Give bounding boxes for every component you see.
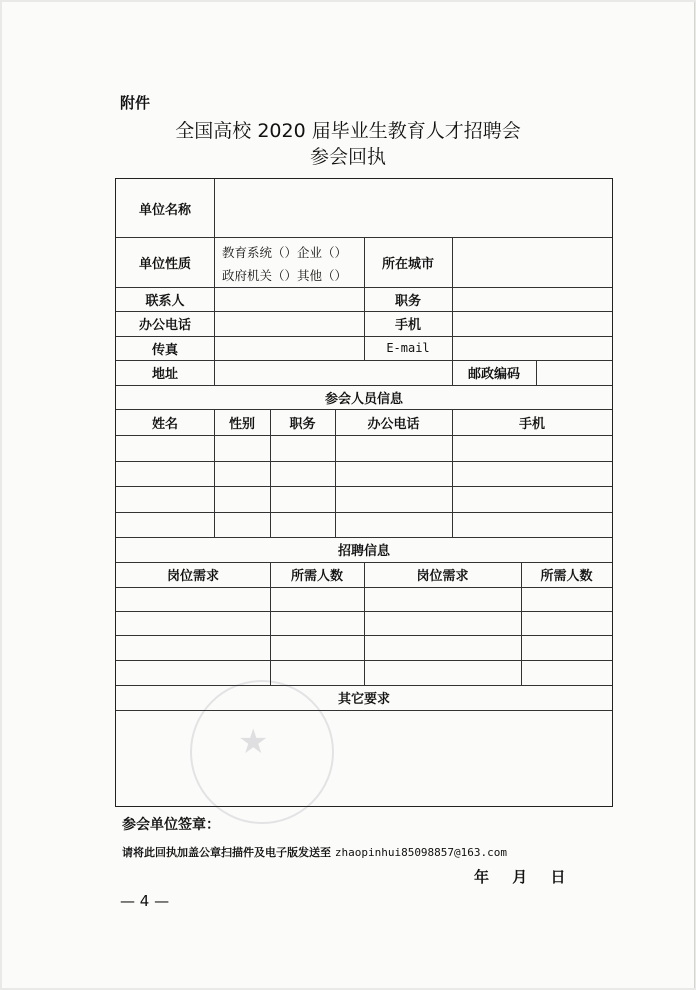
- unit-name-label: 单位名称: [138, 202, 191, 218]
- option-paren: （）: [272, 245, 298, 260]
- unit-type-options-row2[interactable]: [222, 266, 347, 284]
- other-requirements-field[interactable]: [116, 711, 612, 806]
- recruit-header-job: 岗位需求: [166, 569, 219, 584]
- page-number: — 4 —: [120, 892, 170, 910]
- unit-name-field[interactable]: [215, 179, 611, 237]
- fax-label: 传真: [151, 342, 178, 358]
- option-paren: （）: [322, 268, 348, 283]
- unit-type-label: 单位性质: [138, 256, 191, 272]
- option-government: 政府机关: [222, 268, 273, 283]
- email-label: E-mail: [386, 341, 430, 355]
- submission-note: [122, 844, 507, 860]
- recruit-header-count: 所需人数: [290, 569, 343, 584]
- attendee-header-gender: 性别: [228, 416, 255, 432]
- attendee-header-position: 职务: [289, 416, 316, 432]
- unit-type-options-row1[interactable]: [222, 243, 347, 261]
- postcode-label: 邮政编码: [467, 367, 520, 382]
- city-label: 所在城市: [381, 256, 434, 272]
- attendee-header-name: 姓名: [151, 416, 178, 432]
- document-subtitle: 参会回执: [309, 146, 386, 168]
- position-label: 职务: [394, 293, 421, 309]
- option-education: 教育系统: [222, 245, 273, 260]
- mobile-label: 手机: [394, 318, 421, 333]
- seal-star-icon: ★: [238, 722, 269, 762]
- other-requirements-title: 其它要求: [337, 692, 390, 707]
- signature-label: 参会单位签章：: [122, 817, 220, 833]
- recruit-header-job-2: 岗位需求: [416, 569, 469, 584]
- address-label: 地址: [151, 367, 178, 382]
- submission-email: zhaopinhui85098857@163.com: [334, 846, 508, 859]
- attendee-header-office-phone: 办公电话: [367, 416, 420, 432]
- recruit-section-title: 招聘信息: [337, 544, 390, 559]
- option-other: 其他: [297, 268, 323, 283]
- reply-form-table: [115, 178, 613, 807]
- attendees-section-title: 参会人员信息: [324, 391, 403, 407]
- attachment-label: 附件: [120, 94, 151, 112]
- attendee-header-mobile: 手机: [518, 416, 545, 432]
- contact-label: 联系人: [145, 293, 185, 309]
- date-line: 年 月 日: [474, 868, 566, 886]
- office-phone-label: 办公电话: [138, 318, 191, 333]
- recruit-header-count-2: 所需人数: [540, 569, 593, 584]
- document-title: 全国高校 2020 届毕业生教育人才招聘会: [175, 120, 521, 142]
- submission-note-text: 请将此回执加盖公章扫描件及电子版发送至: [122, 846, 331, 859]
- option-paren: （）: [272, 268, 298, 283]
- option-enterprise: 企业: [297, 245, 323, 260]
- option-paren: （）: [322, 245, 348, 260]
